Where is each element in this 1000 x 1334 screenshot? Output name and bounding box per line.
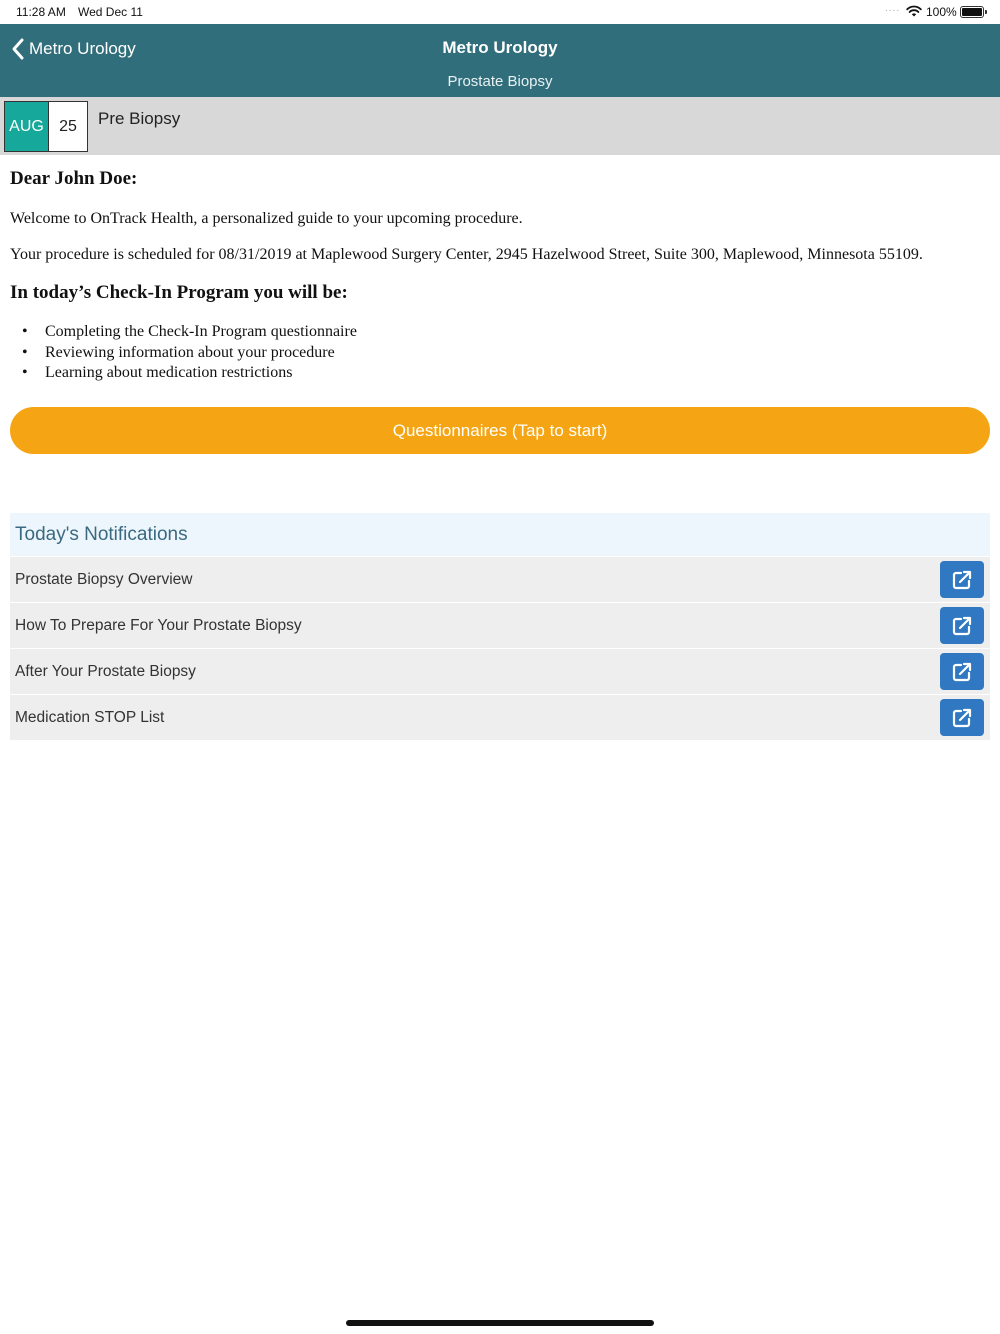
open-link-button[interactable] <box>940 653 984 690</box>
status-time: 11:28 AM <box>16 5 66 19</box>
questionnaires-button[interactable]: Questionnaires (Tap to start) <box>10 407 990 454</box>
notification-row[interactable] <box>10 556 990 602</box>
program-heading: In today’s Check-In Program you will be: <box>10 282 348 303</box>
page-title: Metro Urology <box>442 38 558 57</box>
wifi-icon <box>906 4 922 18</box>
notification-row[interactable] <box>10 602 990 648</box>
status-bar <box>0 0 1000 24</box>
welcome-letter <box>10 168 990 384</box>
notification-label: Medication STOP List <box>15 708 165 726</box>
list-item: • Reviewing information about your procedure <box>22 343 990 364</box>
notification-row[interactable] <box>10 648 990 694</box>
battery-icon <box>960 6 984 18</box>
page-subtitle: Prostate Biopsy <box>447 73 553 90</box>
cellular-signal-icon: .... <box>885 3 901 14</box>
open-link-button[interactable] <box>940 561 984 598</box>
external-link-icon <box>950 568 974 592</box>
external-link-icon <box>950 614 974 638</box>
back-button-label: Metro Urology <box>29 39 136 58</box>
notification-label: How To Prepare For Your Prostate Biopsy <box>15 616 302 634</box>
home-indicator[interactable] <box>346 1320 654 1326</box>
notification-label: After Your Prostate Biopsy <box>15 662 196 680</box>
date-header <box>0 97 1000 155</box>
notifications-header: Today's Notifications <box>10 513 990 556</box>
schedule-text: Your procedure is scheduled for 08/31/2019 at Maplewood Surgery Center, 2945 Hazelwood Street, Suite 300, Maplewood, Minnesota 55109. <box>10 246 923 263</box>
navigation-bar <box>0 24 1000 97</box>
welcome-text: Welcome to OnTrack Health, a personalized guide to your upcoming procedure. <box>10 210 523 227</box>
notifications-panel <box>10 513 990 740</box>
open-link-button[interactable] <box>940 607 984 644</box>
status-date: Wed Dec 11 <box>78 5 143 19</box>
notification-label: Prostate Biopsy Overview <box>15 570 193 588</box>
external-link-icon <box>950 706 974 730</box>
greeting: Dear John Doe: <box>10 168 138 189</box>
external-link-icon <box>950 660 974 684</box>
open-link-button[interactable] <box>940 699 984 736</box>
program-list <box>22 322 990 384</box>
date-day: 25 <box>59 117 77 135</box>
battery-percent: 100% <box>926 5 957 19</box>
notification-row[interactable] <box>10 694 990 740</box>
date-badge <box>4 101 88 152</box>
list-item: • Completing the Check-In Program questionnaire <box>22 322 990 343</box>
date-month: AUG <box>5 102 49 151</box>
list-item: • Learning about medication restrictions <box>22 363 990 384</box>
stage-label: Pre Biopsy <box>98 109 181 128</box>
